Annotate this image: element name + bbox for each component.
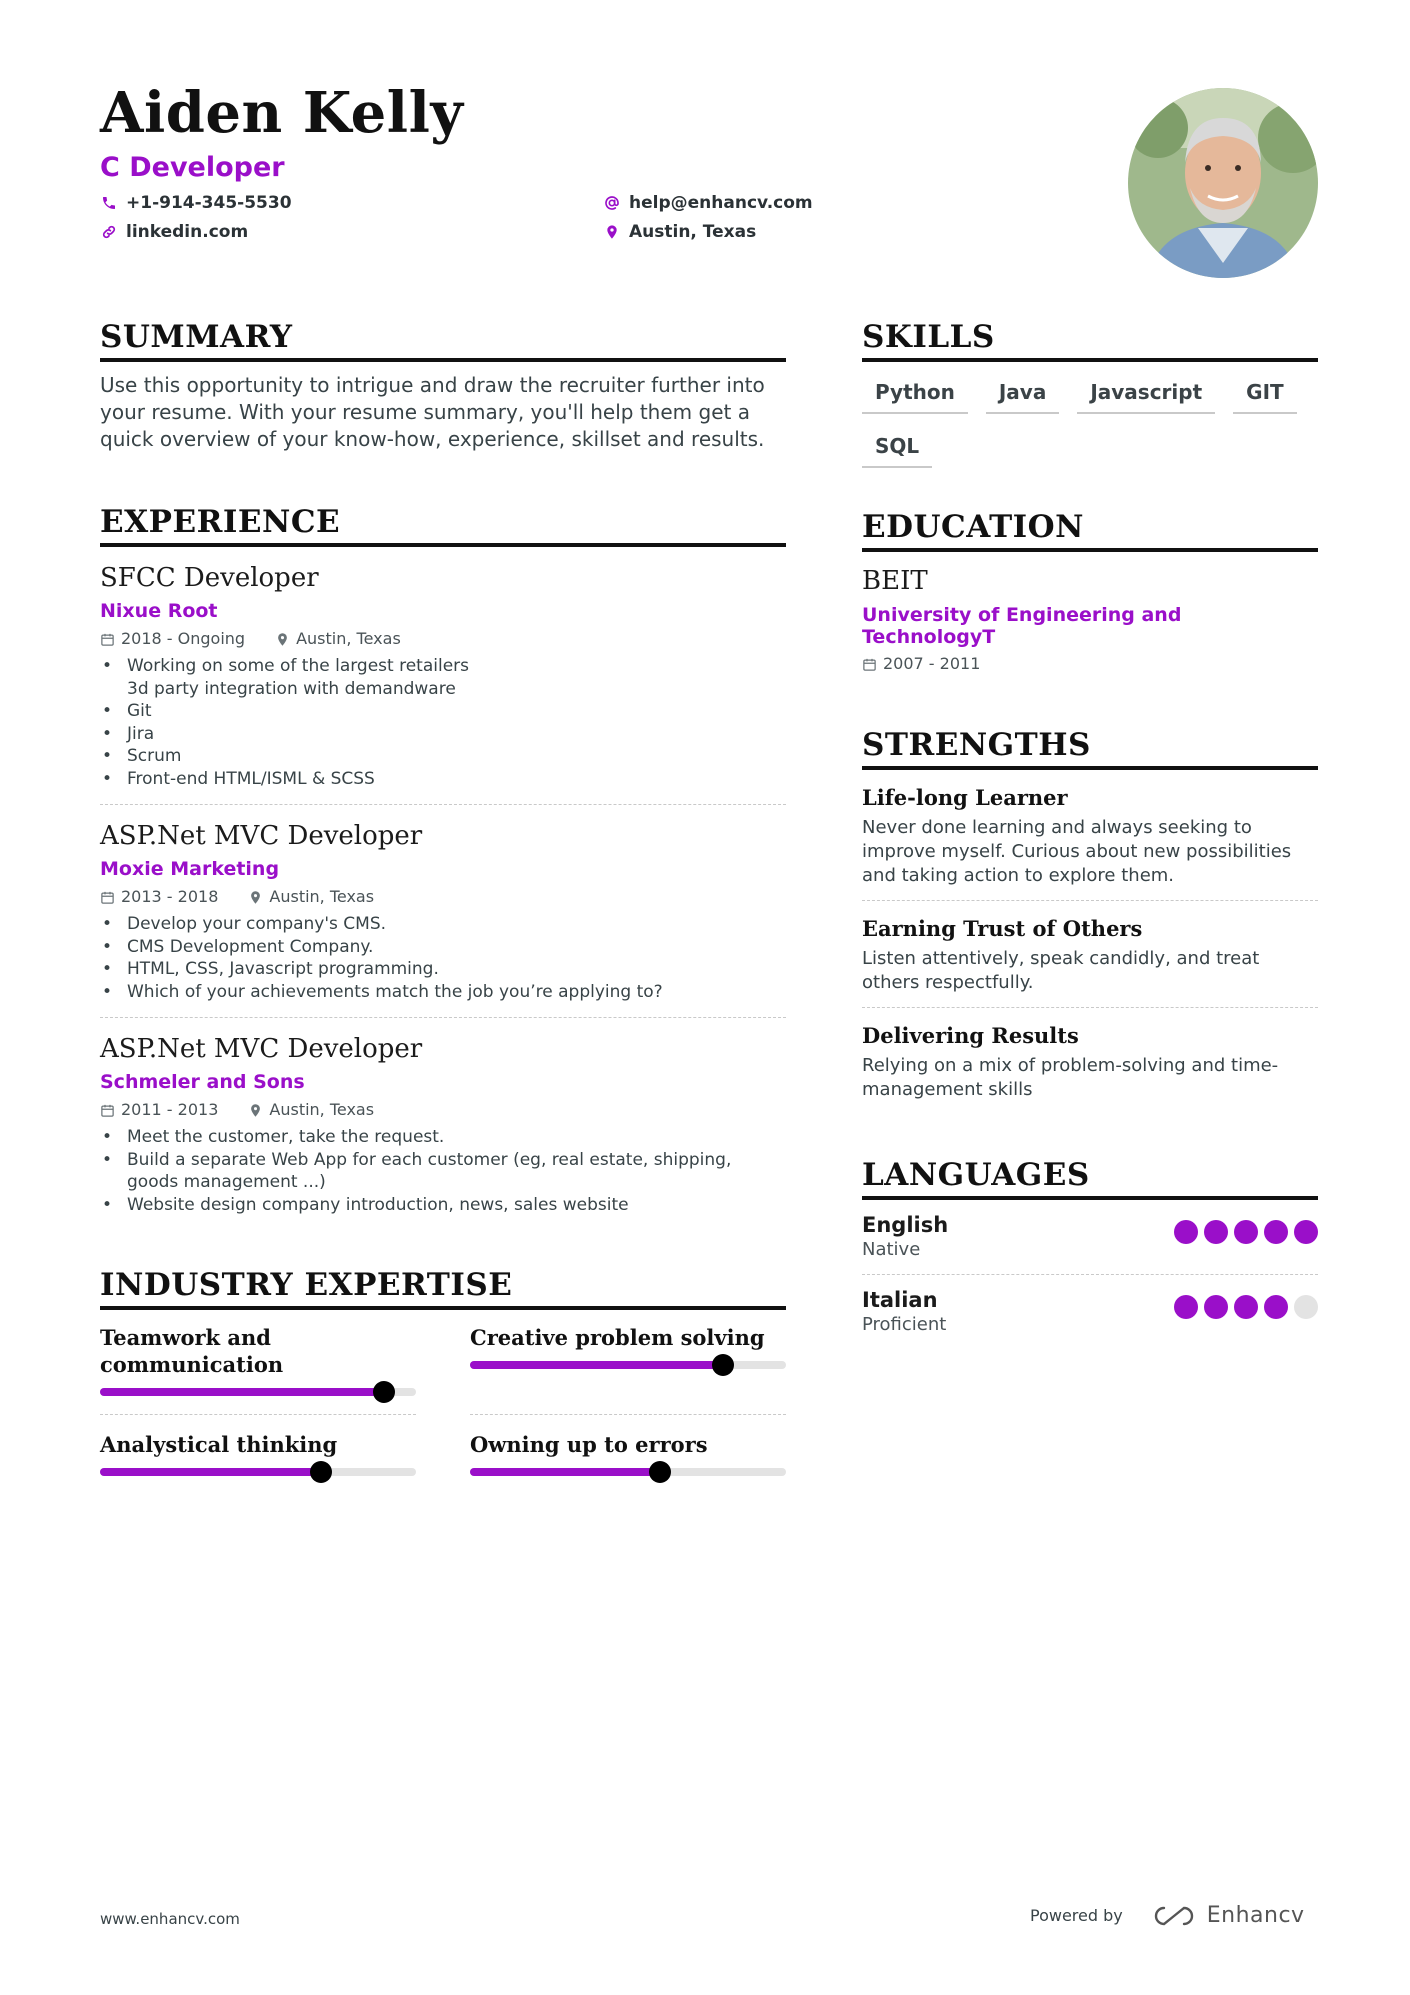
language-dot-filled bbox=[1264, 1295, 1288, 1319]
language-dot-filled bbox=[1204, 1220, 1228, 1244]
experience-role: ASP.Net MVC Developer bbox=[100, 1034, 423, 1064]
calendar-icon bbox=[100, 632, 115, 647]
experience-bullets bbox=[100, 913, 786, 1003]
expertise-bar bbox=[100, 1388, 416, 1396]
footer-branding bbox=[1030, 1903, 1305, 1928]
summary-heading: SUMMARY bbox=[100, 318, 786, 362]
experience-location bbox=[275, 629, 401, 649]
bullet-item: • Meet the customer, take the request. bbox=[100, 1126, 786, 1149]
experience-meta bbox=[100, 1100, 786, 1120]
bullet-item: • Scrum bbox=[100, 745, 786, 768]
language-name: Italian bbox=[862, 1288, 938, 1312]
expertise-item bbox=[100, 1324, 416, 1415]
skill-tag: GIT bbox=[1233, 374, 1297, 414]
expertise-grid bbox=[100, 1324, 786, 1494]
strength-title: Earning Trust of Others bbox=[862, 916, 1143, 941]
expertise-bar-fill bbox=[470, 1361, 723, 1369]
education-school: University of Engineering and TechnologyT bbox=[862, 604, 1182, 648]
location-text: Austin, Texas bbox=[629, 222, 757, 242]
expertise-bar bbox=[470, 1361, 786, 1369]
strength-title: Life-long Learner bbox=[862, 785, 1068, 810]
experience-dates bbox=[100, 1100, 218, 1120]
expertise-bar-fill bbox=[100, 1468, 321, 1476]
language-item bbox=[862, 1275, 1318, 1349]
expertise-bar-fill bbox=[470, 1468, 660, 1476]
education-heading: EDUCATION bbox=[862, 508, 1318, 552]
bullet-item: • HTML, CSS, Javascript programming. bbox=[100, 958, 786, 981]
experience-dates bbox=[100, 887, 218, 907]
expertise-bar-knob[interactable] bbox=[310, 1461, 332, 1483]
experience-list bbox=[100, 547, 786, 1230]
strength-desc: Listen attentively, speak candidly, and treat others respectfully. bbox=[862, 948, 1260, 993]
language-level: Proficient bbox=[862, 1314, 947, 1335]
strength-desc: Relying on a mix of problem-solving and time-management skills bbox=[862, 1055, 1279, 1100]
location-icon bbox=[603, 223, 621, 241]
contact-email bbox=[603, 193, 813, 213]
expertise-item bbox=[470, 1431, 786, 1494]
calendar-icon bbox=[862, 657, 877, 672]
bullet-item: • Build a separate Web App for each customer (eg, real estate, shipping, goods management ...) bbox=[100, 1149, 786, 1194]
contact-linkedin bbox=[100, 222, 248, 242]
language-dot-filled bbox=[1294, 1220, 1318, 1244]
expertise-bar-fill bbox=[100, 1388, 384, 1396]
experience-dates-text: 2018 - Ongoing bbox=[121, 629, 246, 648]
experience-role: SFCC Developer bbox=[100, 563, 319, 593]
skills-heading: SKILLS bbox=[862, 318, 1318, 362]
candidate-name: Aiden Kelly bbox=[100, 80, 464, 146]
experience-entry bbox=[100, 547, 786, 805]
contact-location bbox=[603, 222, 756, 242]
strength-item bbox=[862, 1008, 1318, 1114]
contact-phone bbox=[100, 193, 292, 213]
expertise-bar-knob[interactable] bbox=[649, 1461, 671, 1483]
profile-photo bbox=[1128, 88, 1318, 278]
language-dots bbox=[1168, 1220, 1318, 1244]
strength-item bbox=[862, 901, 1318, 1008]
experience-entry bbox=[100, 805, 786, 1018]
location-icon bbox=[248, 1103, 263, 1118]
experience-company: Moxie Marketing bbox=[100, 858, 280, 880]
language-name: English bbox=[862, 1213, 949, 1237]
experience-company: Nixue Root bbox=[100, 600, 218, 622]
phone-icon bbox=[100, 194, 118, 212]
language-dots bbox=[1168, 1295, 1318, 1319]
experience-role: ASP.Net MVC Developer bbox=[100, 821, 423, 851]
bullet-item: • CMS Development Company. bbox=[100, 936, 786, 959]
experience-location bbox=[248, 887, 374, 907]
bullet-item: • Which of your achievements match the job you’re applying to? bbox=[100, 981, 786, 1004]
strengths-list bbox=[862, 770, 1318, 1114]
experience-bullets bbox=[100, 655, 786, 790]
left-column bbox=[100, 318, 786, 1494]
bullet-item: • Git bbox=[100, 700, 786, 723]
experience-bullets bbox=[100, 1126, 786, 1216]
languages-heading: LANGUAGES bbox=[862, 1156, 1318, 1200]
bullet-item: • Front-end HTML/ISML & SCSS bbox=[100, 768, 786, 791]
email-text[interactable]: help@enhancv.com bbox=[629, 193, 813, 213]
expertise-bar-knob[interactable] bbox=[712, 1354, 734, 1376]
experience-meta bbox=[100, 887, 786, 907]
experience-company: Schmeler and Sons bbox=[100, 1071, 305, 1093]
language-level: Native bbox=[862, 1239, 921, 1260]
expertise-item bbox=[100, 1431, 416, 1494]
expertise-label: Analystical thinking bbox=[100, 1432, 338, 1457]
language-dot-empty bbox=[1294, 1295, 1318, 1319]
enhancv-logo-icon bbox=[1151, 1905, 1197, 1927]
expertise-heading: INDUSTRY EXPERTISE bbox=[100, 1266, 786, 1310]
experience-meta bbox=[100, 629, 786, 649]
expertise-label: Teamwork and communication bbox=[100, 1325, 284, 1377]
education-dates-text: 2007 - 2011 bbox=[883, 654, 981, 673]
experience-entry bbox=[100, 1018, 786, 1230]
language-dot-filled bbox=[1174, 1220, 1198, 1244]
footer-url[interactable]: www.enhancv.com bbox=[100, 1910, 240, 1928]
skill-tag: Python bbox=[862, 374, 968, 414]
language-dot-filled bbox=[1234, 1295, 1258, 1319]
right-column bbox=[862, 318, 1318, 1349]
expertise-label: Owning up to errors bbox=[470, 1432, 708, 1457]
experience-location-text: Austin, Texas bbox=[269, 887, 375, 906]
languages-list bbox=[862, 1200, 1318, 1349]
strength-title: Delivering Results bbox=[862, 1023, 1079, 1048]
expertise-label: Creative problem solving bbox=[470, 1325, 765, 1350]
education-dates bbox=[862, 654, 980, 674]
language-dot-filled bbox=[1234, 1220, 1258, 1244]
bullet-item: • Jira bbox=[100, 723, 786, 746]
linkedin-text[interactable]: linkedin.com bbox=[126, 222, 249, 242]
experience-location-text: Austin, Texas bbox=[269, 1100, 375, 1119]
experience-location bbox=[248, 1100, 374, 1120]
job-title: C Developer bbox=[100, 152, 285, 183]
language-info bbox=[862, 1212, 948, 1262]
calendar-icon bbox=[100, 890, 115, 905]
experience-dates bbox=[100, 629, 245, 649]
strength-item bbox=[862, 770, 1318, 901]
bullet-item: • Develop your company's CMS. bbox=[100, 913, 786, 936]
language-item bbox=[862, 1200, 1318, 1275]
strengths-heading: STRENGTHS bbox=[862, 726, 1318, 770]
calendar-icon bbox=[100, 1103, 115, 1118]
experience-dates-text: 2013 - 2018 bbox=[121, 887, 219, 906]
skill-tag: Java bbox=[986, 374, 1059, 414]
skill-tag: Javascript bbox=[1077, 374, 1215, 414]
language-dot-filled bbox=[1174, 1295, 1198, 1319]
skills-list bbox=[862, 374, 1318, 482]
powered-by-text: Powered by bbox=[1030, 1906, 1123, 1925]
language-dot-filled bbox=[1204, 1295, 1228, 1319]
strength-desc: Never done learning and always seeking to improve myself. Curious about new possibilities and taking action to explore them. bbox=[862, 817, 1292, 886]
location-icon bbox=[275, 632, 290, 647]
bullet-item: • Website design company introduction, news, sales website bbox=[100, 1194, 786, 1217]
link-icon bbox=[100, 223, 118, 241]
experience-heading: EXPERIENCE bbox=[100, 503, 786, 547]
language-dot-filled bbox=[1264, 1220, 1288, 1244]
summary-text: Use this opportunity to intrigue and draw the recruiter further into your resume. With your resume summary, you'll help them get a quick overview of your know-how, experience, skillset and results. bbox=[100, 373, 765, 451]
email-icon bbox=[603, 194, 621, 212]
expertise-item bbox=[470, 1324, 786, 1415]
language-info bbox=[862, 1287, 946, 1337]
skill-tag: SQL bbox=[862, 428, 932, 468]
expertise-bar-knob[interactable] bbox=[373, 1381, 395, 1403]
education-degree: BEIT bbox=[862, 566, 928, 596]
expertise-bar bbox=[470, 1468, 786, 1476]
experience-location-text: Austin, Texas bbox=[296, 629, 401, 648]
phone-text[interactable]: +1-914-345-5530 bbox=[126, 193, 292, 213]
experience-dates-text: 2011 - 2013 bbox=[121, 1100, 219, 1119]
education-meta bbox=[862, 654, 1318, 674]
location-icon bbox=[248, 890, 263, 905]
expertise-bar bbox=[100, 1468, 416, 1476]
brand-name[interactable]: Enhancv bbox=[1206, 1903, 1305, 1928]
bullet-item: • Working on some of the largest retailers 3d party integration with demandware bbox=[100, 655, 480, 700]
